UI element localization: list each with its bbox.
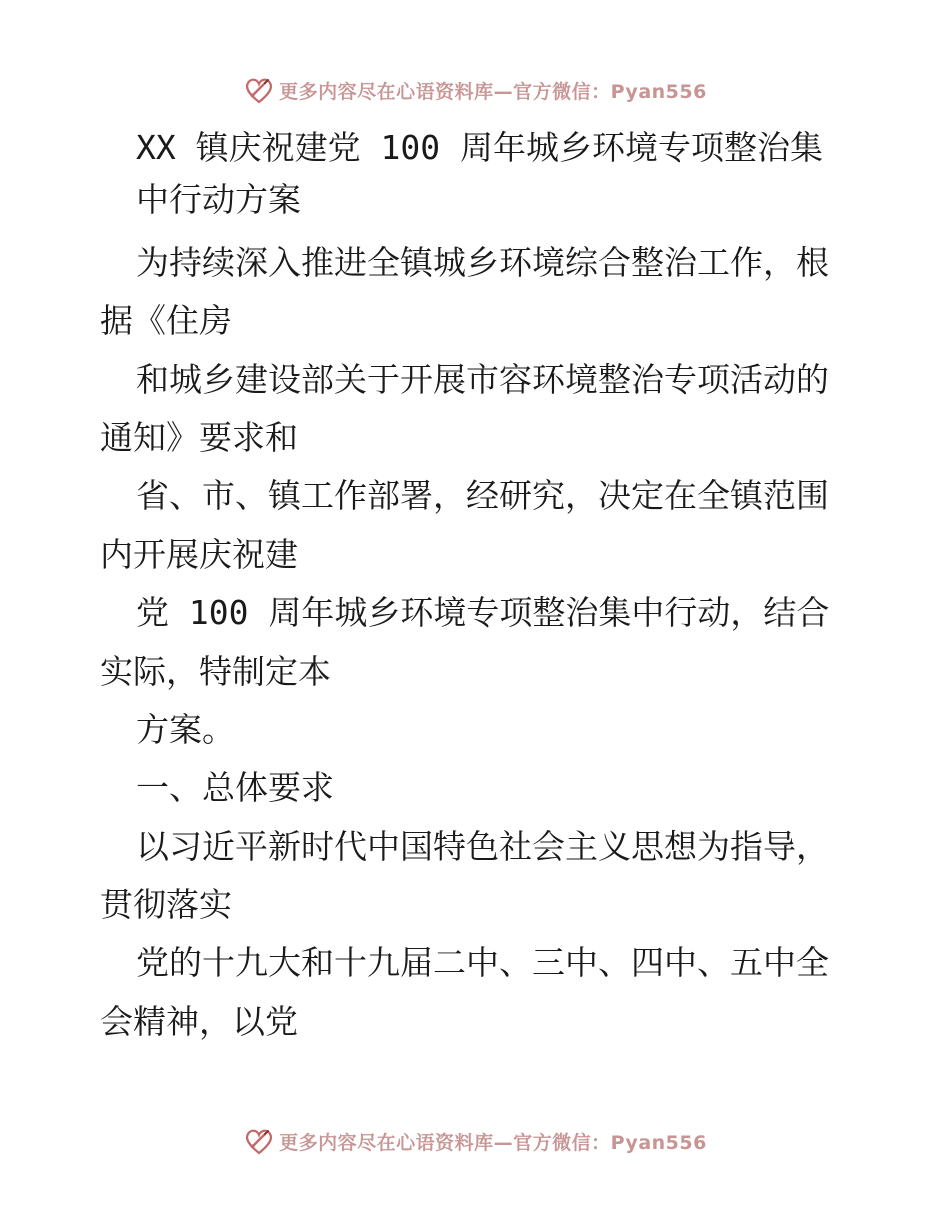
watermark-text-top: 更多内容尽在心语资料库—官方微信：Pyan556 xyxy=(279,80,707,103)
body-line: 和城乡建设部关于开展市容环境整治专项活动的 xyxy=(136,360,829,399)
body-line: 省、市、镇工作部署，经研究，决定在全镇范围 xyxy=(136,476,829,515)
body-line: 据《住房 xyxy=(100,301,232,340)
document-title xyxy=(136,122,823,226)
heart-pen-logo-icon xyxy=(243,74,275,106)
body-line: 通知》要求和 xyxy=(100,418,298,457)
body-line: 方案。 xyxy=(136,710,235,749)
body-line: 为持续深入推进全镇城乡环境综合整治工作，根 xyxy=(136,243,829,282)
body-line: 贯彻落实 xyxy=(100,885,232,924)
body-line: 实际，特制定本 xyxy=(100,652,331,691)
heart-pen-logo-icon xyxy=(243,1125,275,1157)
watermark-banner-top xyxy=(0,70,950,110)
section-heading: 一、总体要求 xyxy=(136,768,334,807)
body-line: 会精神，以党 xyxy=(100,1002,298,1041)
body-line: 党 100 周年城乡环境专项整治集中行动，结合 xyxy=(136,593,830,632)
document-title-line: XX 镇庆祝建党 100 周年城乡环境专项整治集 xyxy=(136,128,823,167)
body-line: 内开展庆祝建 xyxy=(100,535,298,574)
document-title-line: 中行动方案 xyxy=(136,180,301,219)
watermark-banner-bottom xyxy=(0,1121,950,1161)
body-line: 以习近平新时代中国特色社会主义思想为指导， xyxy=(136,827,829,866)
body-line: 党的十九大和十九届二中、三中、四中、五中全 xyxy=(136,943,829,982)
watermark-text-bottom: 更多内容尽在心语资料库—官方微信：Pyan556 xyxy=(279,1131,707,1154)
